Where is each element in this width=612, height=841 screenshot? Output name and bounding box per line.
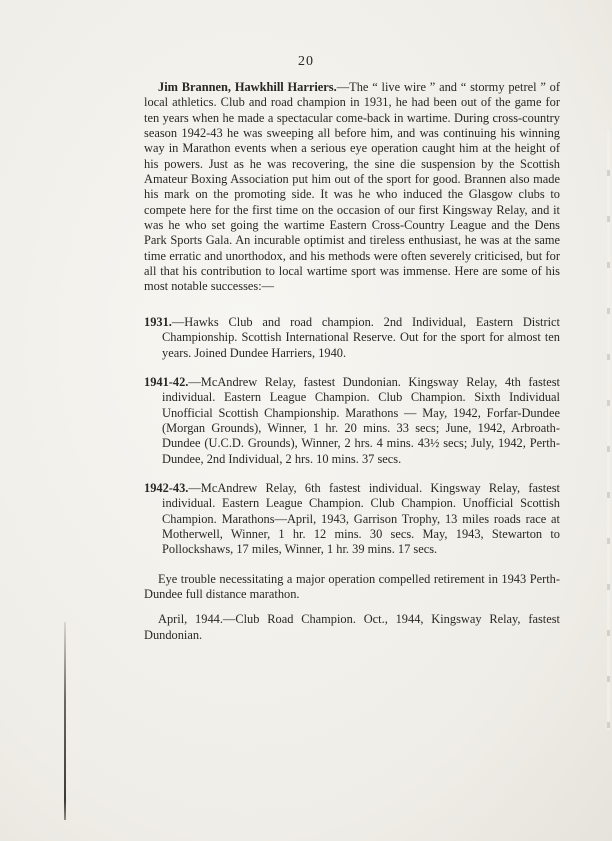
record-entry-1942-43 (144, 481, 560, 558)
entry-year: 1931. (144, 314, 172, 329)
entry-year: 1942-43. (144, 480, 189, 495)
record-entry-1941-42 (144, 375, 560, 467)
entry-text: —Hawks Club and road champion. 2nd Individual, Eastern District Championship. Scottish International Reserve. Out for the sport for almost ten years. Joined Dundee Harriers, 1940. (162, 314, 560, 360)
intro-text: —The “ live wire ” and “ stormy petrel ” of local athletics. Club and road champion in 1931, he had been out of the game for ten years when he made a spectacular come-back in wartime. During cross-country season 1942-43 he was sweeping all before him, and was continuing his winning way in Marathon events when a serious eye operation caught him at the height of his powers. Just as he was recovering, the sine die suspension by the Scottish Amateur Boxing Association put him out of the sport for good. Brannen also made his mark on the promoting side. It was he who induced the Glasgow clubs to compete here for the first time on the occasion of our first Kingsway Relay, and it was he who set going the wartime Eastern Cross-Country League and the Dens Park Sports Gala. An incurable optimist and tireless enthusiast, he was at the same time erratic and unorthodox, and his methods were often severely criticised, but for all that his contribution to local wartime sport was immense. Here are some of his most notable successes:— (144, 80, 560, 294)
entry-text: —McAndrew Relay, 6th fastest individual. Kingsway Relay, fastest individual. Eastern League Champion. Club Champion. Unofficial Scottish Champion. Marathons—April, 1943, Garrison Trophy, 13 miles roads race at Motherwell, Winner, 1 hr. 12 mins. 30 secs. May, 1943, Stewarton to Pollockshaws, 17 miles, Winner, 1 hr. 39 mins. 17 secs. (162, 480, 560, 557)
record-entry-1931 (144, 315, 560, 361)
intro-paragraph (144, 80, 560, 295)
page-number: 20 (298, 54, 314, 69)
entry-year: 1941-42. (144, 374, 189, 389)
entry-text: —McAndrew Relay, fastest Dundonian. Kingsway Relay, 4th fastest individual. Eastern League Champion. Club Champion. Sixth Individual Unofficial Scottish Championship. Marathons — May, 1942, Forfar-Dundee (Morgan Grounds), Winner, 1 hr. 20 mins. 33 secs; June, 1942, Arbroath-Dundee (U.C.D. Grounds), Winner, 2 hrs. 4 mins. 43½ secs; July, 1942, Perth-Dundee, 2nd Individual, 2 hrs. 10 mins. 37 secs. (162, 374, 560, 466)
binding-margin-mark (64, 622, 66, 820)
page-edge-shadow (607, 130, 610, 730)
later-achievements-paragraph: April, 1944.—Club Road Champion. Oct., 1944, Kingsway Relay, fastest Dundonian. (144, 612, 560, 642)
article-body (144, 80, 560, 643)
retirement-paragraph: Eye trouble necessitating a major operation compelled retirement in 1943 Perth-Dundee full distance marathon. (144, 571, 560, 601)
athlete-name: Jim Brannen, Hawkhill Harriers. (158, 80, 337, 94)
